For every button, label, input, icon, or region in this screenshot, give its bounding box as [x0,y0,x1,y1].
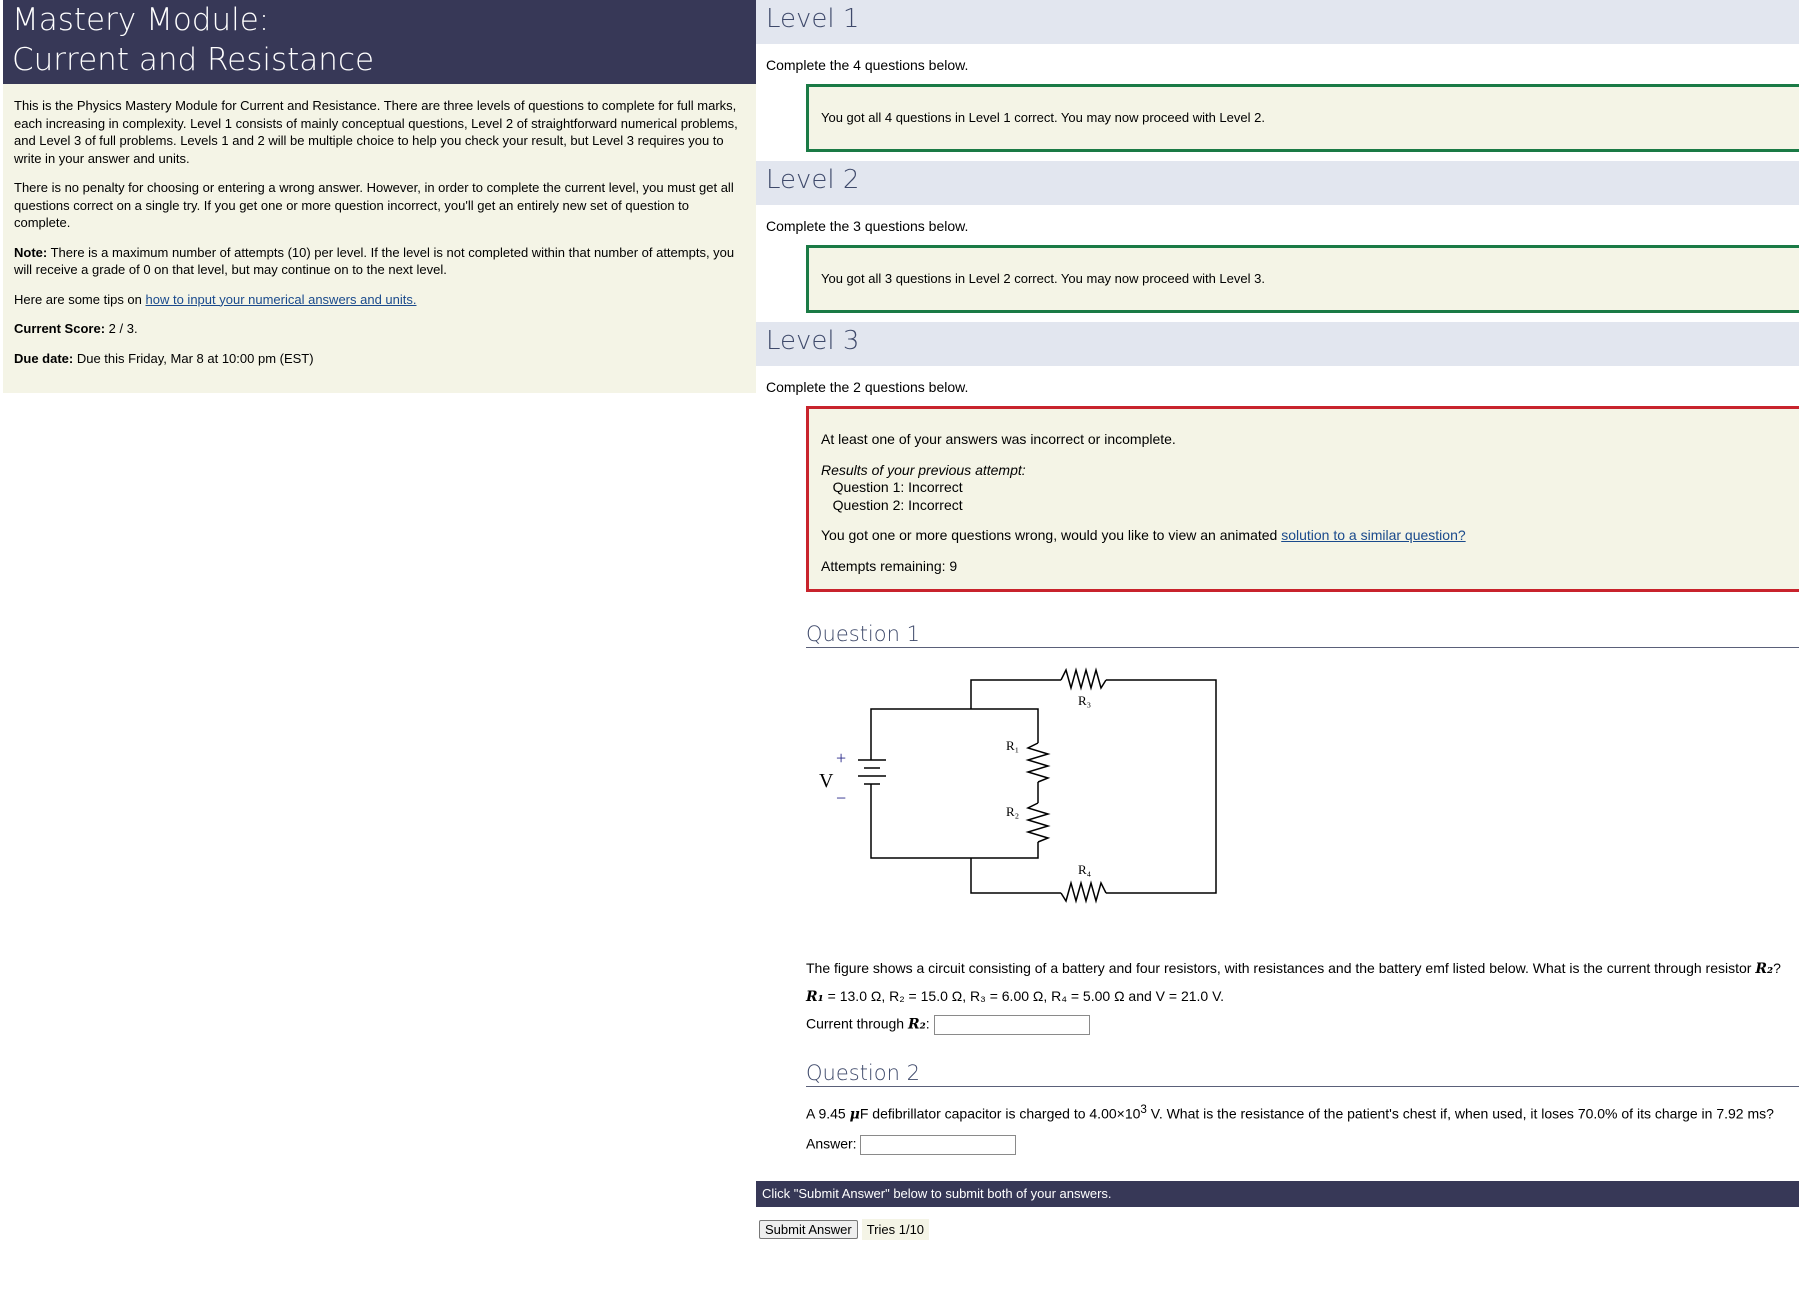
q2-answer-label: Answer: [806,1135,857,1152]
r3-label: R₃ [1078,693,1092,708]
level-2-subtitle: Complete the 3 questions below. [766,218,969,234]
battery-label: V [819,770,834,792]
q2-exponent: 3 [1140,1103,1147,1116]
tips-paragraph [14,291,745,309]
q1-answer-label: Current through [806,1015,908,1032]
tries-counter: Tries 1/10 [862,1219,929,1240]
r3-resistor-symbol [1061,670,1106,688]
feedback-headline: At least one of your answers was incorrect or incomplete. [821,431,1176,447]
due-label: Due date: [14,350,74,366]
question-1-prompt: The figure shows a circuit consisting of a battery and four resistors, with resistances and the battery emf listed below. What is the current through resistor [806,960,1756,976]
r1-symbol: R₁ [806,989,824,1005]
r2-label: R₂ [1006,804,1020,819]
battery-minus: − [836,788,847,808]
score-value: 2 / 3. [105,321,138,336]
q2-text-a: A 9.45 [806,1105,850,1122]
question-1-body [806,960,1799,1035]
r4-resistor-symbol [1061,883,1106,901]
level-3-heading: Level 3 [756,322,1799,366]
question-2-title: Question 2 [806,1061,1799,1087]
level-3-feedback [806,406,1799,592]
module-header [3,0,756,84]
r2-resistor-symbol [1028,803,1048,842]
q2-text-b: F defibrillator capacitor is charged to 4.00×10 [859,1105,1141,1122]
module-intro [3,84,756,393]
due-date [14,350,745,368]
r1-resistor-symbol [1028,743,1048,782]
circuit-diagram [806,648,1226,938]
mu-symbol: μ [849,1106,860,1123]
submit-row [756,1207,1799,1252]
solution-link[interactable]: solution to a similar question? [1281,527,1466,543]
attempts-remaining: Attempts remaining: 9 [821,557,958,574]
question-2-body [806,1103,1799,1155]
levels-panel [756,0,1799,1252]
level-1-subtitle: Complete the 4 questions below. [766,57,969,73]
solution-prefix: You got one or more questions wrong, would you like to view an animated [821,527,1282,543]
battery-plus: + [836,748,847,768]
intro-paragraph-1: This is the Physics Mastery Module for Current and Resistance. There are three levels of questions to complete for full marks, each increasing in complexity. Level 1 consists of mainly conceptual questions, Level 2 of straightforward numerical problems, and Level 3 of full problems. Levels 1 and 2 will be multiple choice to help you check your result, but Level 3 requires you to write in your answer and units. [14,98,738,166]
note-text: There is a maximum number of attempts (10) per level. If the level is not completed within that number of attempts, you will receive a grade of 0 on that level, but may continue on to the next level. [14,244,735,277]
question-1-givens [806,988,1799,1005]
level-2-heading: Level 2 [756,161,1799,205]
r2-symbol-answer: R₂ [907,1016,926,1033]
q2-text-c: V. What is the resistance of the patient's chest if, when used, it loses 70.0% of its charge in 7.92 ms? [1146,1105,1774,1122]
question-2-answer-row [806,1135,1799,1155]
module-info-panel [3,0,756,393]
q1-answer-input[interactable] [934,1015,1090,1035]
current-score [14,320,745,338]
solution-prompt [821,527,1787,545]
level-2-success-message: You got all 3 questions in Level 2 correct. You may now proceed with Level 3. [806,245,1799,313]
feedback-results [821,462,1787,515]
level-1-heading: Level 1 [756,0,1799,44]
due-value: Due this Friday, Mar 8 at 10:00 pm (EST) [73,350,314,366]
intro-paragraph-2: There is no penalty for choosing or entering a wrong answer. However, in order to complete the current level, you must get all questions correct on a single try. If you get one or more question incorrect, you'll get an entirely new set of question to complete. [14,180,734,230]
question-1-text: The figure shows a circuit consisting of a battery and four resistors, with resistances and the battery emf listed below. What is the current through resistor R₂? [806,960,1781,977]
module-title-line1: Mastery Module: [12,2,270,38]
module-title-line2: Current and Resistance [12,42,375,78]
q2-answer-input[interactable] [860,1135,1016,1155]
level-3-subtitle: Complete the 2 questions below. [766,379,969,395]
tips-link[interactable]: how to input your numerical answers and units. [145,291,417,307]
submit-instruction-bar: Click "Submit Answer" below to submit both of your answers. [756,1181,1799,1207]
question-2-text [806,1103,1799,1123]
tips-prefix: Here are some tips on [14,291,146,307]
q1-result: Question 1: Incorrect [832,479,963,495]
r4-label: R₄ [1078,862,1092,877]
note-label: Note: [14,244,48,260]
submit-answer-button[interactable]: Submit Answer [759,1220,858,1239]
note-paragraph [14,244,745,279]
question-1-answer-row: Current through R₂: [806,1015,1799,1035]
results-label: Results of your previous attempt: [821,461,1026,478]
level-1-success-message: You got all 4 questions in Level 1 correct. You may now proceed with Level 2. [806,84,1799,152]
givens-text: = 13.0 Ω, R₂ = 15.0 Ω, R₃ = 6.00 Ω, R₄ = 5.00 Ω and V = 21.0 V. [823,988,1225,1004]
r1-label: R₁ [1006,738,1020,753]
r2-symbol: R₂ [1755,961,1774,977]
score-label: Current Score: [14,321,106,336]
question-1-title: Question 1 [806,622,1799,648]
q2-result: Question 2: Incorrect [832,496,963,513]
